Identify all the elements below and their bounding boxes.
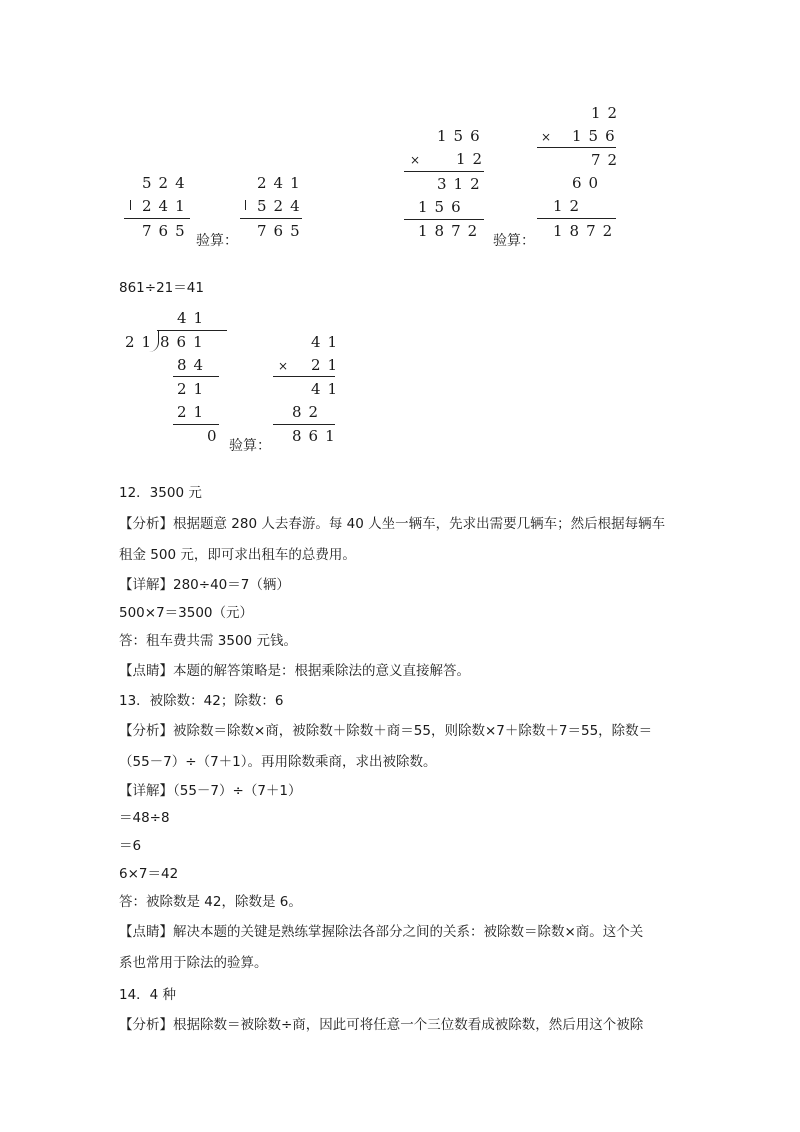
remainder: 0 [207,427,224,445]
q12-detail-1: 【详解】280÷40＝7（辆） [119,577,290,593]
q13-analysis-1: 【分析】被除数＝除数×商，被除数＋除数＋商＝55，则除数×7＋除数＋7＝55，除数＝ [119,723,653,739]
partial-product-3: 12 [553,197,587,215]
check-label-3: 验算： [229,438,271,454]
product-line [537,147,616,148]
q12-comment: 【点睛】本题的解答策略是：根据乘除法的意义直接解答。 [119,663,470,679]
q12-answer: 12．3500 元 [119,485,202,501]
plus-sign-bar [245,200,246,210]
check-line-2 [273,424,335,425]
mult-second: 12 [456,150,490,168]
step-line-1 [173,376,219,377]
partial-product-1: 312 [437,175,487,193]
division-top-line [157,330,227,331]
check-second: 21 [311,356,345,374]
partial-product-1: 72 [591,151,625,169]
divisor: 21 [125,333,159,351]
times-sign: × [410,153,421,167]
step-1: 84 [177,356,211,374]
sum-line [240,218,302,219]
addition-sum: 765 [257,222,307,240]
result-line [537,218,616,219]
partial-product-2: 156 [418,198,468,216]
step-line-2 [173,424,219,425]
addition-addend: 241 [142,197,192,215]
q12-analysis-1: 【分析】根据题意 280 人去春游。每 40 人坐一辆车，先求出需要几辆车；然后根据每辆车 [119,516,666,532]
q13-detail-3: ＝6 [119,838,142,854]
partial-product-2: 60 [572,174,606,192]
addition-top: 524 [142,174,192,192]
mult-top: 156 [437,127,487,145]
q12-answer-text: 答：租车费共需 3500 元钱。 [119,633,297,649]
sum-line [124,218,190,219]
check-line-1 [273,376,335,377]
times-sign: × [541,130,552,144]
times-sign: × [278,359,289,373]
check-result: 861 [292,427,342,445]
product-line [404,171,484,172]
q12-detail-2: 500×7＝3500（元） [119,605,254,621]
q12-analysis-2: 租金 500 元，即可求出租车的总费用。 [119,547,356,563]
q13-detail-2: ＝48÷8 [119,810,170,826]
check-p2: 82 [292,403,326,421]
q13-comment-2: 系也常用于除法的验算。 [119,955,268,971]
step-3: 21 [177,403,211,421]
division-equation: 861÷21＝41 [119,280,204,296]
mult-result: 1872 [553,222,620,240]
q14-answer: 14．4 种 [119,987,177,1003]
addition-sum: 765 [142,222,192,240]
q13-answer: 13．被除数：42；除数：6 [119,693,284,709]
mult-result: 1872 [418,222,485,240]
check-p1: 41 [311,380,345,398]
check-label-1: 验算： [196,233,238,249]
q13-detail-1: 【详解】（55－7）÷（7＋1） [119,783,302,799]
quotient: 41 [177,309,211,327]
q14-analysis-1: 【分析】根据除数＝被除数÷商，因此可将任意一个三位数看成被除数，然后用这个被除 [119,1017,644,1033]
plus-sign-bar [130,200,131,210]
step-2: 21 [177,380,211,398]
q13-answer-text: 答：被除数是 42，除数是 6。 [119,894,302,910]
q13-analysis-2: （55－7）÷（7＋1）。再用除数乘商，求出被除数。 [119,754,437,770]
addition-addend: 524 [257,197,307,215]
check-top: 41 [311,333,345,351]
q13-comment-1: 【点睛】解决本题的关键是熟练掌握除法各部分之间的关系：被除数＝除数×商。这个关 [119,924,644,940]
dividend: 861 [160,333,210,351]
result-line [404,219,484,220]
mult-top: 12 [591,104,625,122]
q13-detail-4: 6×7＝42 [119,866,179,882]
check-label-2: 验算： [493,233,535,249]
addition-top: 241 [257,174,307,192]
mult-second: 156 [572,127,622,145]
